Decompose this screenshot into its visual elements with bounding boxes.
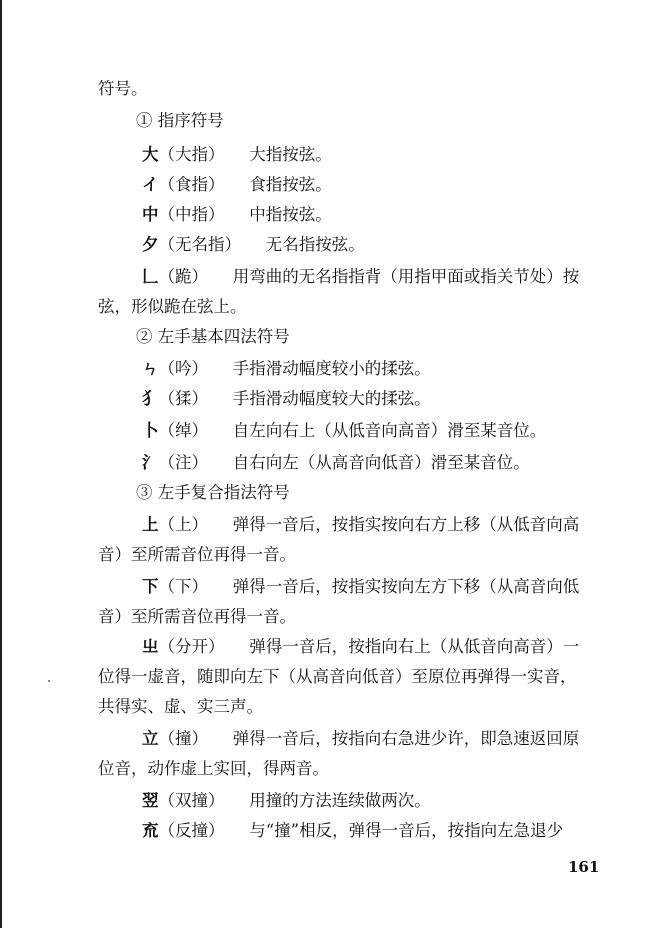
notation-symbol: 卜 bbox=[142, 421, 159, 440]
notation-symbol: 上 bbox=[142, 515, 159, 534]
line-text: （双撞） 用撞的方法连续做两次。 bbox=[158, 791, 431, 810]
notation-symbol: 氵 bbox=[142, 453, 159, 472]
text-line bbox=[98, 78, 148, 100]
line-text: （猱） 手指滑动幅度较大的揉弦。 bbox=[158, 389, 431, 408]
line-text: 共得实、虚、实三声。 bbox=[98, 697, 263, 716]
line-text: （无名指） 无名指按弦。 bbox=[158, 235, 365, 254]
line-text: （上） 弹得一音后，按指实按向右方上移（从低音向高 bbox=[158, 515, 580, 534]
page-number: 161 bbox=[568, 858, 600, 876]
text-line bbox=[142, 144, 332, 166]
notation-symbol: イ bbox=[142, 175, 159, 194]
text-line bbox=[142, 576, 579, 598]
text-line bbox=[98, 296, 247, 318]
text-line bbox=[142, 204, 332, 226]
text-line bbox=[98, 696, 263, 718]
text-line bbox=[142, 514, 579, 536]
line-text: （绰） 自左向右上（从低音向高音）滑至某音位。 bbox=[158, 421, 547, 440]
section-heading bbox=[136, 110, 224, 132]
notation-symbol: 立 bbox=[142, 729, 159, 748]
notation-symbol: 犭 bbox=[142, 389, 159, 408]
line-text: （注） 自右向左（从高音向低音）滑至某音位。 bbox=[158, 453, 530, 472]
line-text: 音）至所需音位再得一音。 bbox=[98, 607, 296, 626]
notation-symbol: 下 bbox=[142, 577, 159, 596]
notation-symbol: 翌 bbox=[142, 791, 159, 810]
text-line bbox=[142, 820, 563, 842]
line-text: （吟） 手指滑动幅度较小的揉弦。 bbox=[158, 359, 431, 378]
text-line bbox=[142, 234, 365, 256]
section-heading bbox=[136, 326, 290, 348]
notation-symbol: 大 bbox=[142, 145, 159, 164]
text-line bbox=[142, 266, 579, 288]
line-text: 符号。 bbox=[98, 79, 148, 98]
notation-symbol: 中 bbox=[142, 205, 159, 224]
text-line bbox=[142, 790, 431, 812]
text-line bbox=[142, 388, 431, 410]
line-text: （大指） 大指按弦。 bbox=[158, 145, 332, 164]
text-line bbox=[142, 728, 579, 750]
text-line bbox=[98, 666, 577, 688]
text-line bbox=[98, 544, 296, 566]
text-line bbox=[142, 452, 530, 474]
line-text: 弦，形似跪在弦上。 bbox=[98, 297, 247, 316]
line-text: （下） 弹得一音后，按指实按向左方下移（从高音向低 bbox=[158, 577, 580, 596]
text-line bbox=[142, 358, 431, 380]
line-text: ① 指序符号 bbox=[136, 111, 224, 130]
text-line bbox=[142, 636, 579, 658]
line-text: 位音，动作虚上实回，得两音。 bbox=[98, 759, 329, 778]
notation-symbol: 𠃊 bbox=[142, 267, 159, 286]
line-text: （反撞） 与“撞”相反，弹得一音后，按指向左急退少 bbox=[158, 821, 564, 840]
line-text: 位得一虚音，随即向左下（从高音向低音）至原位再弹得一实音， bbox=[98, 667, 577, 686]
scan-speck bbox=[48, 680, 50, 682]
notation-symbol: ㄣ bbox=[142, 359, 159, 378]
section-heading bbox=[136, 482, 290, 504]
line-text: （中指） 中指按弦。 bbox=[158, 205, 332, 224]
notation-symbol: 㞢 bbox=[142, 637, 159, 656]
notation-symbol: 夕 bbox=[142, 235, 159, 254]
line-text: （撞） 弹得一音后，按指向右急进少许，即急速返回原 bbox=[158, 729, 580, 748]
text-line bbox=[142, 174, 332, 196]
line-text: ③ 左手复合指法符号 bbox=[136, 483, 290, 502]
line-text: （分开） 弹得一音后，按指向右上（从低音向高音）一 bbox=[158, 637, 580, 656]
line-text: （食指） 食指按弦。 bbox=[158, 175, 332, 194]
text-line bbox=[98, 758, 329, 780]
notation-symbol: 㐬 bbox=[142, 821, 159, 840]
text-line bbox=[142, 420, 546, 442]
line-text: ② 左手基本四法符号 bbox=[136, 327, 290, 346]
line-text: 音）至所需音位再得一音。 bbox=[98, 545, 296, 564]
text-line bbox=[98, 606, 296, 628]
line-text: （跪） 用弯曲的无名指指背（用指甲面或指关节处）按 bbox=[158, 267, 580, 286]
